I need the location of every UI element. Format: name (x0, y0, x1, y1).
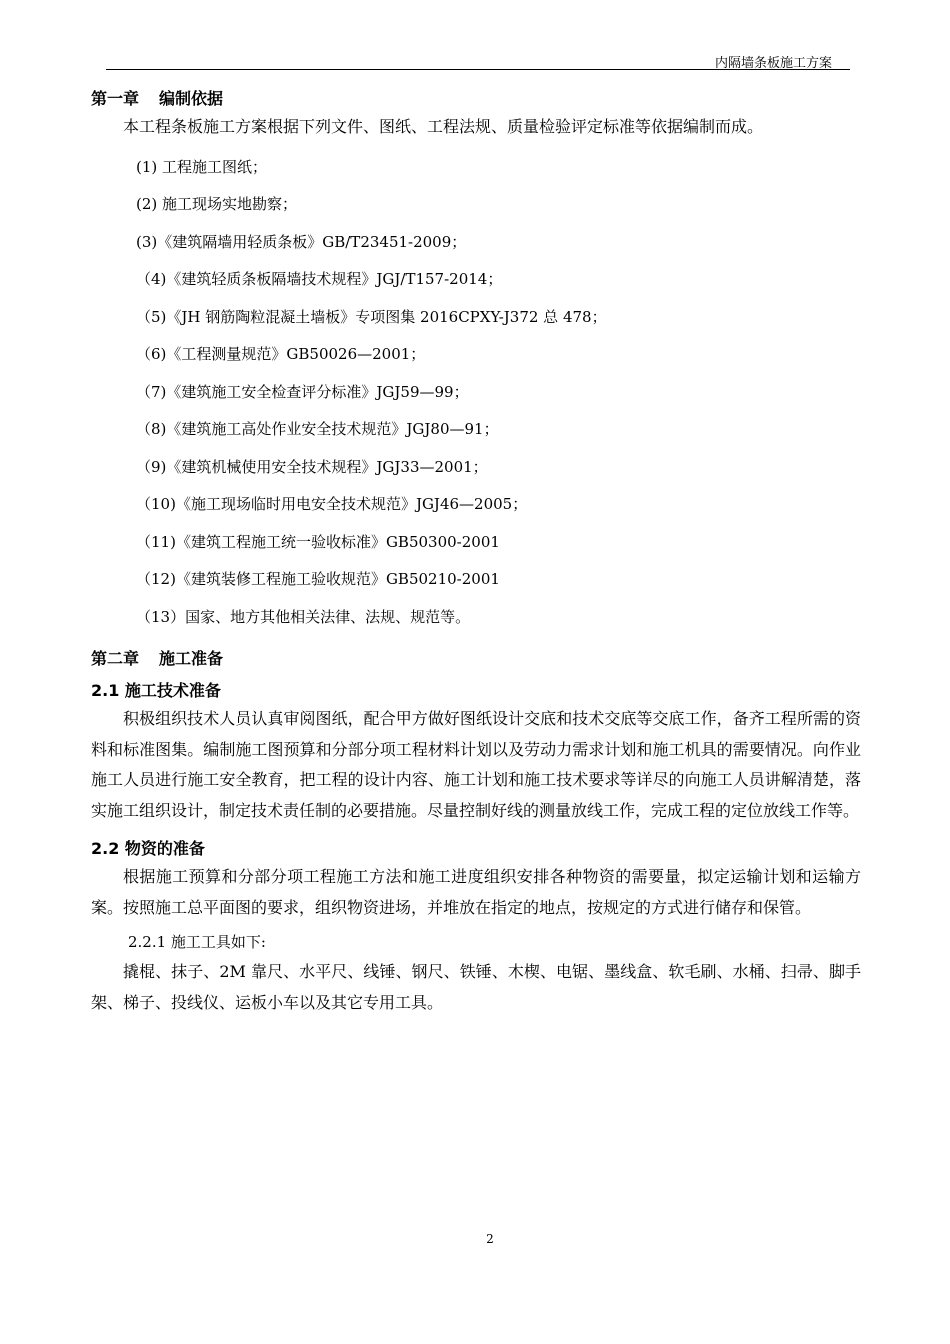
tools-list: 撬棍、抹子、2M 靠尺、水平尺、线锤、钢尺、铁锤、木楔、电锯、墨线盒、软毛刷、水桶、扫帚、脚手架、梯子、投线仪、运板小车以及其它专用工具。 (91, 962, 861, 1012)
chapter-2-title: 施工准备 (159, 649, 224, 668)
document-body (91, 86, 861, 1018)
list-item: （5)《JH 钢筋陶粒混凝土墙板》专项图集 2016CPXY-J372 总 478； (136, 307, 607, 326)
list-item: （9)《建筑机械使用安全技术规程》JGJ33—2001； (136, 457, 488, 476)
list-item: （8)《建筑施工高处作业安全技术规范》JGJ80—91； (136, 420, 499, 438)
list-item: (3)《建筑隔墙用轻质条板》GB/T23451-2009； (136, 232, 467, 251)
list-item: （12)《建筑装修工程施工验收规范》GB50210-2001 (136, 570, 500, 588)
chapter-2-heading (91, 646, 861, 672)
chapter-1-title: 编制依据 (159, 89, 224, 108)
reference-list (91, 149, 861, 637)
chapter-1-heading (91, 86, 861, 112)
list-item: （10)《施工现场临时用电安全技术规范》JGJ46—2005； (136, 495, 528, 513)
list-item: (1) 工程施工图纸； (136, 157, 268, 176)
list-item: （11)《建筑工程施工统一验收标准》GB50300-2001 (136, 532, 500, 551)
section-2-1-heading: 2.1 施工技术准备 (91, 681, 221, 700)
list-item: (2) 施工现场实地勘察； (136, 195, 298, 213)
chapter-1-number: 第一章 (91, 89, 140, 108)
section-2-2-heading: 2.2 物资的准备 (91, 839, 205, 858)
list-item: （4)《建筑轻质条板隔墙技术规程》JGJ/T157-2014； (136, 270, 503, 288)
list-item: （6)《工程测量规范》GB50026—2001； (136, 345, 426, 363)
list-item: （7)《建筑施工安全检查评分标准》JGJ59—99； (136, 382, 469, 401)
page-header-title: 内隔墙条板施工方案 (714, 56, 832, 71)
header-divider (106, 69, 850, 70)
list-item: （13）国家、地方其他相关法律、法规、规范等。 (136, 607, 471, 626)
tools-subheading: 2.2.1 施工工具如下: (128, 933, 266, 951)
chapter-2-number: 第二章 (91, 649, 140, 668)
section-2-2-body: 根据施工预算和分部分项工程施工方法和施工进度组织安排各种物资的需要量，拟定运输计划和运输方案。按照施工总平面图的要求，组织物资进场，并堆放在指定的地点，按规定的方式进行储存和保管。 (91, 867, 861, 917)
section-2-1-body: 积极组织技术人员认真审阅图纸，配合甲方做好图纸设计交底和技术交底等交底工作，备齐工程所需的资料和标准图集。编制施工图预算和分部分项工程材料计划以及劳动力需求计划和施工机具的需要情况。向作业施工人员进行施工安全教育，把工程的设计内容、施工计划和施工技术要求等详尽的向施工人员讲解清楚，落实施工组织设计，制定技术责任制的必要措施。尽量控制好线的测量放线工作，完成工程的定位放线工作等。 (91, 709, 861, 820)
chapter-1-intro: 本工程条板施工方案根据下列文件、图纸、工程法规、质量检验评定标准等依据编制而成。 (123, 117, 764, 136)
page-number: 2 (486, 1232, 494, 1246)
